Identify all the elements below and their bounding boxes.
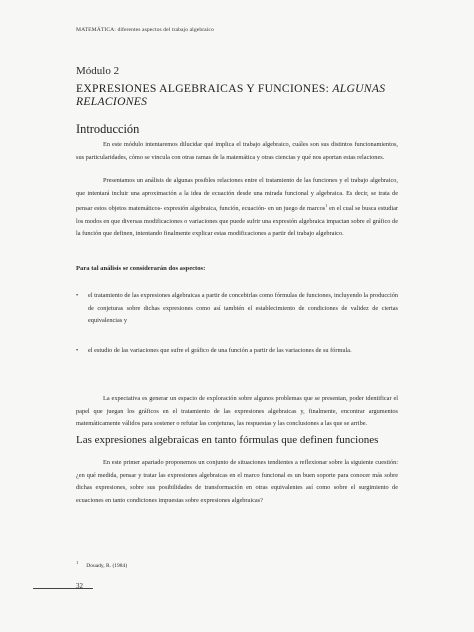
- bullet-item-1: [76, 290, 398, 328]
- bullet-item-1-text: el tratamiento de las expresiones algebraicas a partir de concebirlas como fórmulas de funciones, incluyendo la producción de conjeturas sobre dichas expresiones como así también el establecimiento de condiciones de validez de ciertas equivalencias y: [88, 292, 398, 324]
- running-header: MATEMÁTICA: diferentes aspectos del trabajo algebraico: [76, 27, 214, 33]
- bullet-icon: •: [76, 347, 79, 354]
- chapter-title: [76, 82, 406, 108]
- paragraph-1-text: En este módulo intentaremos dilucidar qué implica el trabajo algebraico, cuáles son sus distintos funcionamientos, sus particularidades, cómo se vincula con otras ramas de la matemática y otras ciencias y qué nos aportan estas relaciones.: [76, 141, 398, 161]
- page-number-rule: [33, 588, 93, 589]
- paragraph-2-part-b: en el cual se busca estudiar los modos en que diversas modificaciones o variaciones que puede sufrir una expresión algebraica impactan sobre el gráfico de la función que definen, intentando finalmente explicar estas modificaciones a partir del trabajo algebraico.: [76, 205, 398, 238]
- paragraph-2-part-a: Presentamos un análisis de algunas posibles relaciones entre el tratamiento de las funciones y el trabajo algebraico, que intentará incluir una aproximación a la idea de ecuación desde una mirada funcional y algebraica. Es decir, se trata de pensar estos objetos matemáticos- expresión algebraica, función, ecuación- en un juego de marcos: [76, 177, 398, 213]
- paragraph-4-text: En este primer apartado proponemos un conjunto de situaciones tendientes a reflexionar sobre la siguiente cuestión: ¿en qué medida, pensar y tratar las expresiones algebraicas en el marco funcional es un buen soporte para conocer más sobre dichas expresiones, sobre sus posibilidades de transformación en otras equivalentes así como sobre el surgimiento de ecuaciones en tanto condiciones impuestas sobre expresiones algebraicas?: [76, 459, 398, 504]
- footnote-mark: 1: [76, 560, 79, 565]
- page-number: 32: [76, 582, 83, 590]
- footnote-reference: 1: [325, 203, 328, 208]
- section-heading-introduccion: Introducción: [76, 122, 140, 136]
- section-heading-expresiones: Las expresiones algebraicas en tanto fórmulas que definen funciones: [76, 434, 379, 446]
- module-label: Módulo 2: [76, 65, 120, 77]
- paragraph-4: [76, 457, 398, 507]
- chapter-title-italic: ALGUNAS RELACIONES: [76, 82, 386, 108]
- paragraph-1: [76, 139, 398, 164]
- bullet-item-2: [76, 345, 398, 358]
- analysis-heading: Para tal análisis se considerarán dos aspectos:: [76, 265, 206, 272]
- paragraph-3-text: La expectativa es generar un espacio de exploración sobre algunos problemas que se presentan, poder identificar el papel que juegan los gráficos en el tratamiento de las expresiones algebraicas y, finalmente, encontrar argumentos matemáticamente válidos para sostener o refutar las conjeturas, las respuestas y las conclusiones a las que se arribe.: [76, 395, 398, 427]
- paragraph-2-text: [76, 175, 398, 241]
- footnote-text: Douady, R. (1984): [86, 562, 128, 569]
- bullet-item-2-text: el estudio de las variaciones que sufre el gráfico de una función a partir de las variaciones de su fórmula.: [88, 347, 352, 354]
- chapter-title-main: EXPRESIONES ALGEBRAICAS Y FUNCIONES:: [76, 82, 333, 95]
- footnote: [76, 560, 127, 569]
- bullet-icon: •: [76, 292, 79, 299]
- paragraph-3: [76, 393, 398, 431]
- paragraph-2: [76, 175, 398, 241]
